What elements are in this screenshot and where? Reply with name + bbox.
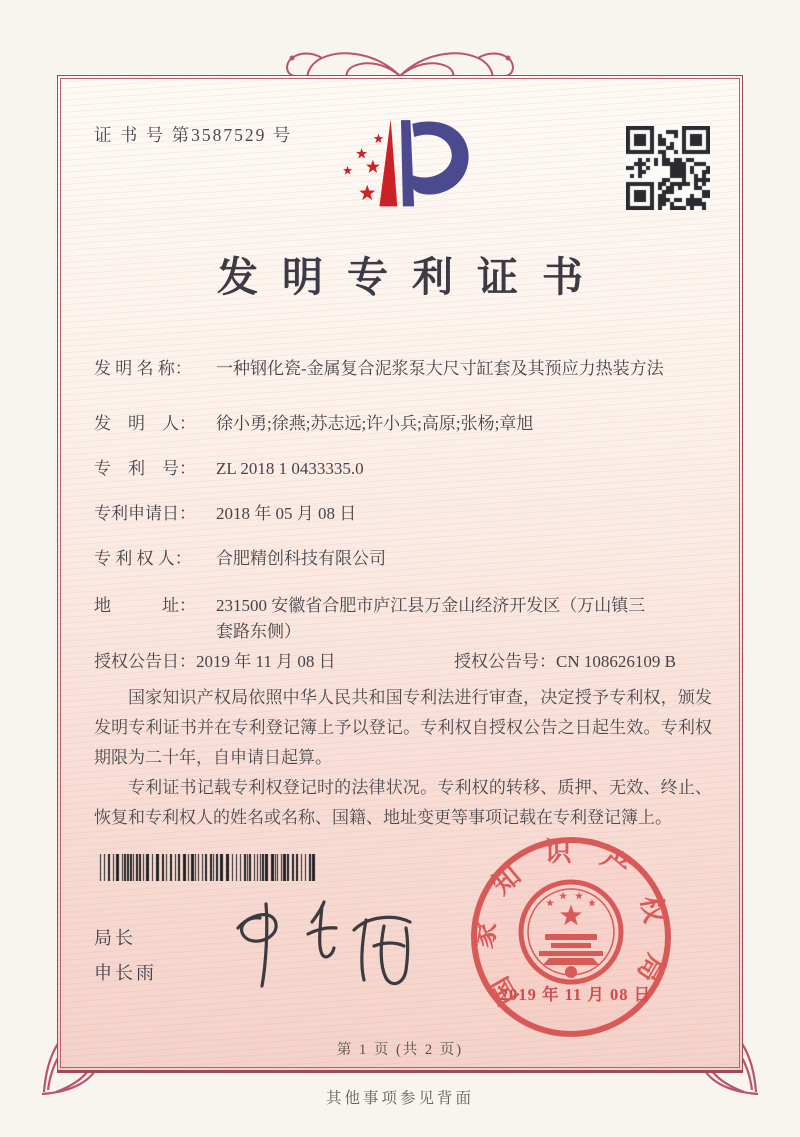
director-signature — [208, 894, 428, 994]
field-label: 发 明 人： — [94, 414, 196, 433]
director-name: 申长雨 — [94, 963, 157, 983]
field-row-invention-name — [94, 356, 664, 382]
field-row-inventors — [94, 411, 533, 437]
legal-paragraph-1: 国家知识产权局依照中华人民共和国专利法进行审查，决定授予专利权，颁发发明专利证书并在专利登记簿上予以登记。专利权自授权公告之日起生效。专利权期限为二十年，自申请日起算。 — [94, 688, 712, 767]
field-label: 地 址： — [94, 596, 196, 615]
seal-text: 国家知识产权局 — [467, 836, 675, 1010]
grant-date-label: 授权公告日： — [94, 652, 196, 671]
field-row-grant — [94, 649, 676, 675]
field-row-address — [94, 593, 661, 645]
page-indicator: 第 1 页 (共 2 页) — [336, 1042, 464, 1058]
field-row-patentee — [94, 546, 386, 572]
director-title: 局长 — [94, 928, 136, 948]
field-value: 一种钢化瓷-金属复合泥浆泵大尺寸缸套及其预应力热装方法 — [216, 359, 664, 378]
field-row-patent-number — [94, 456, 364, 482]
barcode — [98, 854, 320, 881]
field-value: ZL 2018 1 0433335.0 — [216, 459, 364, 478]
certificate-number: 证 书 号 第3587529 号 — [94, 125, 293, 145]
field-value: 合肥精创科技有限公司 — [216, 549, 386, 568]
legal-text — [94, 683, 712, 833]
field-label: 专 利 号： — [94, 459, 196, 478]
field-label: 专 利 权 人： — [94, 549, 192, 568]
official-seal — [466, 832, 676, 1042]
cnipa-logo — [326, 114, 476, 218]
field-value: 231500 安徽省合肥市庐江县万金山经济开发区（万山镇三套路东侧） — [216, 596, 646, 641]
grant-date-value: 2019 年 11 月 08 日 — [196, 652, 336, 671]
field-label: 专利申请日： — [94, 504, 196, 523]
seal-date: 2019 年 11 月 08 日 — [499, 985, 652, 1004]
field-label: 发 明 名 称： — [94, 359, 192, 378]
footer-note: 其他事项参见背面 — [325, 1090, 474, 1107]
director-block — [94, 921, 157, 991]
grant-number-label: 授权公告号： — [454, 652, 556, 671]
qr-code — [626, 126, 710, 210]
certificate-title: 发明专利证书 — [217, 254, 607, 300]
field-value: 2018 年 05 月 08 日 — [216, 504, 357, 523]
certificate-frame — [57, 75, 743, 1073]
field-value: 徐小勇;徐燕;苏志远;许小兵;高原;张杨;章旭 — [216, 414, 534, 433]
legal-paragraph-2: 专利证书记载专利权登记时的法律状况。专利权的转移、质押、无效、终止、恢复和专利权人的姓名或名称、国籍、地址变更等事项记载在专利登记簿上。 — [94, 778, 712, 827]
grant-number-value: CN 108626109 B — [556, 652, 676, 671]
field-row-filing-date — [94, 501, 356, 527]
